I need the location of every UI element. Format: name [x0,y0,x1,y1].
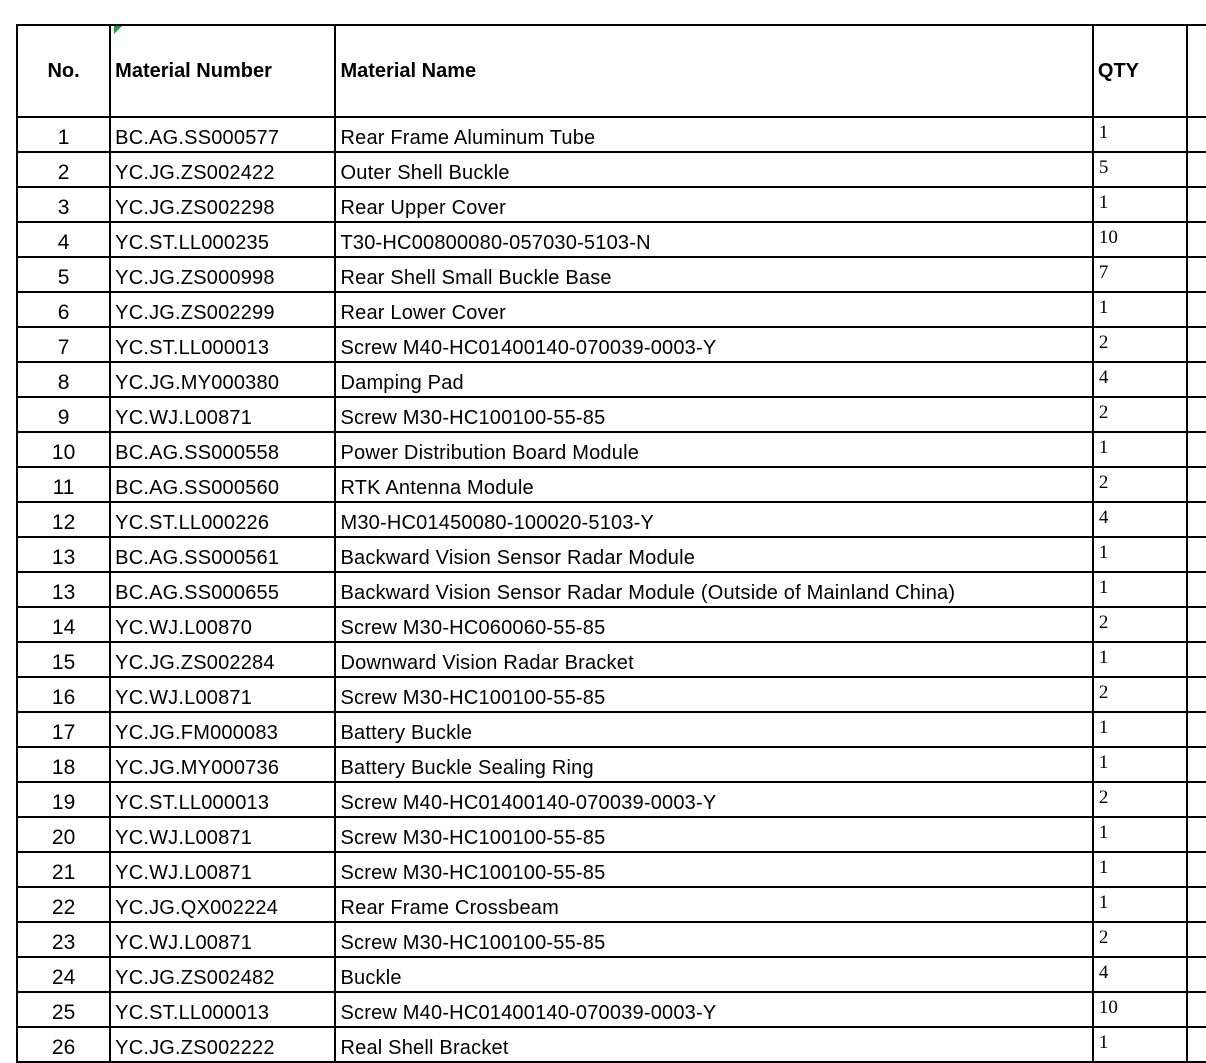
empty-cell[interactable] [1187,537,1206,572]
material-name-cell[interactable]: Screw M30-HC100100-55-85 [335,397,1092,432]
empty-cell[interactable] [1187,152,1206,187]
material-number-cell[interactable]: YC.ST.LL000013 [110,782,335,817]
empty-cell[interactable] [1187,817,1206,852]
table-row [17,642,1206,677]
no-cell[interactable]: 3 [17,187,110,222]
table-row [17,957,1206,992]
empty-cell[interactable] [1187,852,1206,887]
table-row [17,852,1206,887]
qty-cell[interactable]: 1 [1093,187,1187,222]
material-number-cell[interactable]: YC.WJ.L00871 [110,922,335,957]
empty-cell[interactable] [1187,607,1206,642]
no-cell[interactable]: 14 [17,607,110,642]
empty-cell[interactable] [1187,502,1206,537]
no-cell[interactable]: 16 [17,677,110,712]
material-number-cell[interactable]: YC.JG.MY000380 [110,362,335,397]
material-number-cell[interactable]: YC.JG.ZS000998 [110,257,335,292]
qty-cell[interactable]: 4 [1093,957,1187,992]
table-row [17,887,1206,922]
material-name-cell[interactable]: Backward Vision Sensor Radar Module (Outside of Mainland China) [335,572,1092,607]
parts-list-sheet [16,24,1206,1063]
material-name-cell[interactable]: Screw M30-HC060060-55-85 [335,607,1092,642]
material-number-cell[interactable]: YC.ST.LL000013 [110,992,335,1027]
no-cell[interactable]: 13 [17,572,110,607]
qty-cell[interactable]: 2 [1093,782,1187,817]
table-row [17,467,1206,502]
empty-cell[interactable] [1187,677,1206,712]
qty-cell[interactable]: 1 [1093,572,1187,607]
no-cell[interactable]: 13 [17,537,110,572]
header-qty[interactable]: QTY [1093,25,1187,117]
material-number-cell[interactable]: YC.WJ.L00871 [110,817,335,852]
qty-cell[interactable]: 4 [1093,502,1187,537]
table-row [17,572,1206,607]
material-number-cell[interactable]: YC.JG.ZS002298 [110,187,335,222]
table-row [17,677,1206,712]
material-number-cell[interactable]: YC.JG.QX002224 [110,887,335,922]
qty-cell[interactable]: 1 [1093,887,1187,922]
qty-cell[interactable]: 1 [1093,642,1187,677]
material-name-cell[interactable]: Buckle [335,957,1092,992]
qty-cell[interactable]: 1 [1093,817,1187,852]
qty-cell[interactable]: 1 [1093,1027,1187,1062]
qty-cell[interactable]: 2 [1093,607,1187,642]
no-cell[interactable]: 12 [17,502,110,537]
header-material-name[interactable]: Material Name [335,25,1092,117]
material-name-cell[interactable]: Screw M40-HC01400140-070039-0003-Y [335,782,1092,817]
material-name-cell[interactable]: Rear Frame Crossbeam [335,887,1092,922]
header-material-number[interactable]: Material Number [110,25,335,117]
material-name-cell[interactable]: Screw M30-HC100100-55-85 [335,677,1092,712]
no-cell[interactable]: 21 [17,852,110,887]
material-name-cell[interactable]: Real Shell Bracket [335,1027,1092,1062]
empty-cell[interactable] [1187,782,1206,817]
material-name-cell[interactable]: Screw M30-HC100100-55-85 [335,852,1092,887]
material-number-cell[interactable]: YC.ST.LL000013 [110,327,335,362]
qty-cell[interactable]: 2 [1093,397,1187,432]
material-name-cell[interactable]: Screw M30-HC100100-55-85 [335,922,1092,957]
header-row [17,25,1206,117]
table-row [17,992,1206,1027]
empty-cell[interactable] [1187,117,1206,152]
table-row [17,362,1206,397]
empty-cell[interactable] [1187,292,1206,327]
material-name-cell[interactable]: Screw M40-HC01400140-070039-0003-Y [335,992,1092,1027]
empty-cell[interactable] [1187,642,1206,677]
material-name-cell[interactable]: Rear Frame Aluminum Tube [335,117,1092,152]
no-cell[interactable]: 24 [17,957,110,992]
material-number-cell[interactable]: YC.ST.LL000235 [110,222,335,257]
empty-cell[interactable] [1187,362,1206,397]
table-row [17,222,1206,257]
material-number-cell[interactable]: YC.WJ.L00871 [110,852,335,887]
table-row [17,502,1206,537]
material-number-cell[interactable]: YC.JG.MY000736 [110,747,335,782]
qty-cell[interactable]: 10 [1093,992,1187,1027]
table-row [17,607,1206,642]
material-name-cell[interactable]: Downward Vision Radar Bracket [335,642,1092,677]
table-row [17,397,1206,432]
no-cell[interactable]: 17 [17,712,110,747]
empty-cell[interactable] [1187,257,1206,292]
material-number-cell[interactable]: YC.WJ.L00870 [110,607,335,642]
material-number-cell[interactable]: YC.JG.ZS002482 [110,957,335,992]
table-row [17,292,1206,327]
material-number-cell[interactable]: YC.JG.ZS002284 [110,642,335,677]
qty-cell[interactable]: 1 [1093,712,1187,747]
material-number-cell[interactable]: BC.AG.SS000558 [110,432,335,467]
empty-cell[interactable] [1187,397,1206,432]
qty-cell[interactable]: 2 [1093,467,1187,502]
material-name-cell[interactable]: Battery Buckle Sealing Ring [335,747,1092,782]
qty-cell[interactable]: 2 [1093,677,1187,712]
material-number-cell[interactable]: BC.AG.SS000577 [110,117,335,152]
qty-cell[interactable]: 1 [1093,537,1187,572]
no-cell[interactable]: 9 [17,397,110,432]
table-row [17,327,1206,362]
material-number-cell[interactable]: YC.JG.ZS002222 [110,1027,335,1062]
empty-cell[interactable] [1187,957,1206,992]
material-number-cell[interactable]: YC.JG.ZS002299 [110,292,335,327]
empty-cell[interactable] [1187,222,1206,257]
empty-cell[interactable] [1187,712,1206,747]
material-name-cell[interactable]: RTK Antenna Module [335,467,1092,502]
table-row [17,187,1206,222]
material-name-cell[interactable]: Rear Shell Small Buckle Base [335,257,1092,292]
empty-cell[interactable] [1187,432,1206,467]
qty-cell[interactable]: 1 [1093,432,1187,467]
no-cell[interactable]: 6 [17,292,110,327]
qty-cell[interactable]: 2 [1093,922,1187,957]
table-row [17,257,1206,292]
table-row [17,117,1206,152]
no-cell[interactable]: 20 [17,817,110,852]
empty-cell[interactable] [1187,467,1206,502]
table-row [17,537,1206,572]
table-row [17,782,1206,817]
qty-cell[interactable]: 1 [1093,852,1187,887]
no-cell[interactable]: 26 [17,1027,110,1062]
no-cell[interactable]: 23 [17,922,110,957]
material-number-cell[interactable]: YC.JG.FM000083 [110,712,335,747]
empty-cell[interactable] [1187,992,1206,1027]
material-number-cell[interactable]: YC.WJ.L00871 [110,677,335,712]
material-number-cell[interactable]: YC.ST.LL000226 [110,502,335,537]
parts-table [16,24,1206,1063]
no-cell[interactable]: 19 [17,782,110,817]
empty-cell[interactable] [1187,187,1206,222]
no-cell[interactable]: 11 [17,467,110,502]
no-cell[interactable]: 18 [17,747,110,782]
no-cell[interactable]: 1 [17,117,110,152]
material-number-cell[interactable]: BC.AG.SS000560 [110,467,335,502]
table-row [17,432,1206,467]
no-cell[interactable]: 8 [17,362,110,397]
no-cell[interactable]: 22 [17,887,110,922]
qty-cell[interactable]: 1 [1093,292,1187,327]
material-name-cell[interactable]: Outer Shell Buckle [335,152,1092,187]
qty-cell[interactable]: 10 [1093,222,1187,257]
no-cell[interactable]: 5 [17,257,110,292]
empty-cell[interactable] [1187,747,1206,782]
table-row [17,747,1206,782]
material-number-cell[interactable]: BC.AG.SS000655 [110,572,335,607]
qty-cell[interactable]: 4 [1093,362,1187,397]
table-row [17,712,1206,747]
table-row [17,922,1206,957]
material-name-cell[interactable]: Power Distribution Board Module [335,432,1092,467]
qty-cell[interactable]: 5 [1093,152,1187,187]
header-empty-cell[interactable] [1187,25,1206,117]
table-row [17,817,1206,852]
cell-comment-marker [114,26,122,34]
material-name-cell[interactable]: M30-HC01450080-100020-5103-Y [335,502,1092,537]
material-number-cell[interactable]: BC.AG.SS000561 [110,537,335,572]
header-no[interactable]: No. [17,25,110,117]
table-row [17,152,1206,187]
no-cell[interactable]: 25 [17,992,110,1027]
no-cell[interactable]: 10 [17,432,110,467]
qty-cell[interactable]: 7 [1093,257,1187,292]
no-cell[interactable]: 2 [17,152,110,187]
empty-cell[interactable] [1187,1027,1206,1062]
material-number-cell[interactable]: YC.JG.ZS002422 [110,152,335,187]
material-name-cell[interactable]: Screw M40-HC01400140-070039-0003-Y [335,327,1092,362]
material-name-cell[interactable]: Backward Vision Sensor Radar Module [335,537,1092,572]
material-name-cell[interactable]: Rear Upper Cover [335,187,1092,222]
material-name-cell[interactable]: Battery Buckle [335,712,1092,747]
material-name-cell[interactable]: Damping Pad [335,362,1092,397]
material-number-cell[interactable]: YC.WJ.L00871 [110,397,335,432]
qty-cell[interactable]: 1 [1093,117,1187,152]
empty-cell[interactable] [1187,572,1206,607]
material-name-cell[interactable]: Rear Lower Cover [335,292,1092,327]
empty-cell[interactable] [1187,327,1206,362]
material-name-cell[interactable]: Screw M30-HC100100-55-85 [335,817,1092,852]
qty-cell[interactable]: 1 [1093,747,1187,782]
table-row [17,1027,1206,1062]
no-cell[interactable]: 7 [17,327,110,362]
no-cell[interactable]: 4 [17,222,110,257]
empty-cell[interactable] [1187,922,1206,957]
no-cell[interactable]: 15 [17,642,110,677]
qty-cell[interactable]: 2 [1093,327,1187,362]
material-name-cell[interactable]: T30-HC00800080-057030-5103-N [335,222,1092,257]
empty-cell[interactable] [1187,887,1206,922]
